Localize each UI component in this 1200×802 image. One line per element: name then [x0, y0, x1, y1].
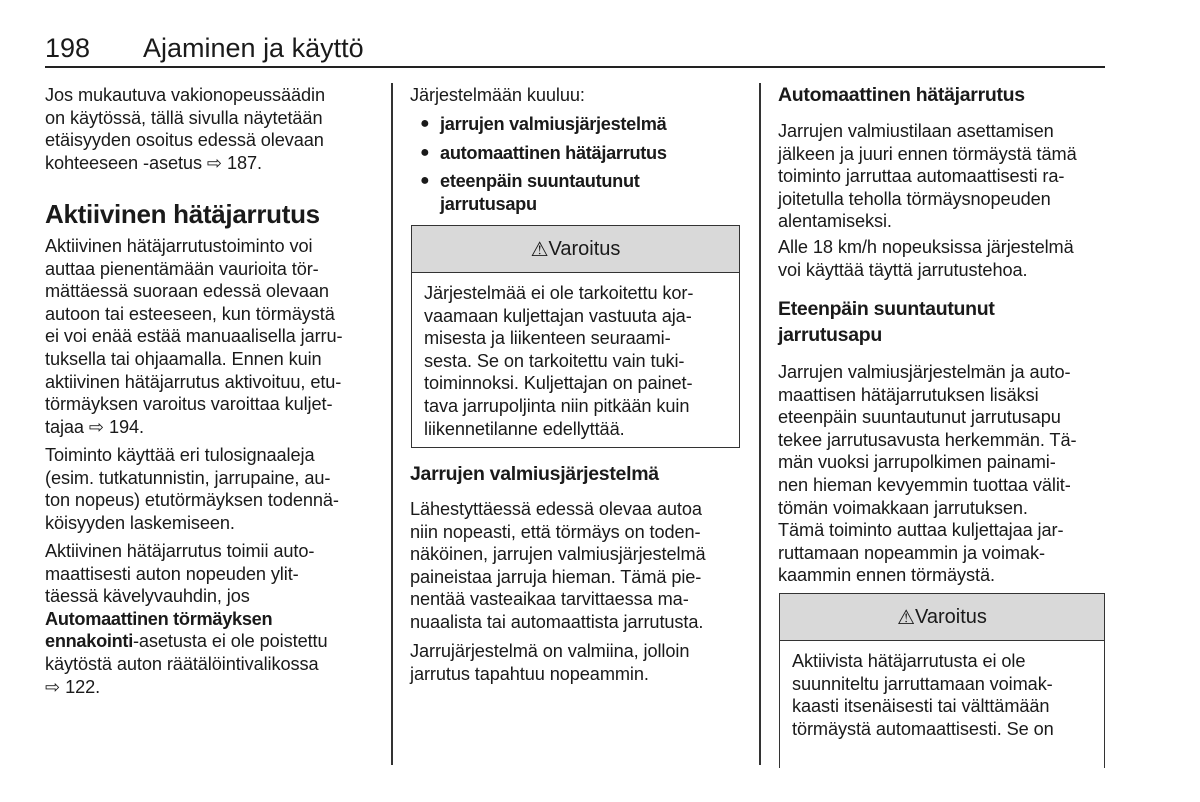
text-line: mättäessä suoraan edessä olevaan: [45, 281, 329, 302]
text-line: alentamiseksi.: [778, 211, 892, 232]
list-item-text: jarrutusapu: [440, 193, 537, 214]
warning-header: [780, 594, 1104, 641]
text-line: törmäystä automaattisesti. Se on: [792, 718, 1054, 739]
text-line: sesta. Se on tarkoitettu vain tuki-: [424, 350, 685, 371]
section-heading: Aktiivinen hätäjarrutus: [45, 199, 320, 229]
column-divider: [759, 83, 761, 765]
text-line: jarrutusapu: [778, 323, 882, 346]
text-line: Aktiivinen hätäjarrutustoiminto voi: [45, 236, 313, 256]
text-line: Alle 18 km/h nopeuksissa järjestelmä: [778, 237, 1074, 257]
warning-triangle-icon: ⚠: [530, 238, 549, 261]
text-line: Aktiivinen hätäjarrutus toimii auto-: [45, 541, 315, 561]
subsection-heading: Automaattinen hätäjarrutus: [778, 84, 1025, 106]
warning-header: [412, 226, 739, 273]
text-line: maattisen hätäjarrutuksen lisäksi: [778, 384, 1039, 405]
text-line: jälkeen ja juuri ennen törmäystä tämä: [778, 143, 1077, 164]
list-item: [410, 170, 740, 215]
text-line: etäisyyden osoitus edessä olevaan: [45, 130, 324, 151]
paragraph: [778, 361, 1076, 587]
warning-triangle-icon: ⚠: [897, 606, 916, 629]
text-line: kaasti itsenäisesti tai välttämään: [792, 696, 1050, 717]
subsection-heading: Jarrujen valmiusjärjestelmä: [410, 463, 659, 485]
text-line: autoon tai esteeseen, kun törmäystä: [45, 303, 335, 324]
paragraph: [45, 444, 339, 534]
text-line: ei voi enää estää manuaalisella jarru-: [45, 326, 343, 347]
paragraph: [45, 540, 328, 698]
text-line: Jos mukautuva vakionopeussäädin: [45, 85, 325, 105]
paragraph: [778, 236, 1074, 281]
text: -asetusta ei ole poistettu: [132, 631, 328, 652]
list-item: [410, 113, 740, 136]
setting-name: ennakointi: [45, 631, 133, 652]
text-line: kohteeseen -asetus ⇨ 187.: [45, 152, 262, 173]
text-line: tuksella tai ohjaamalla. Ennen kuin: [45, 348, 322, 369]
intro-paragraph: [45, 84, 325, 174]
text-line: on käytössä, tällä sivulla näytetään: [45, 107, 323, 128]
list-item-text: jarrujen valmiusjärjestelmä: [440, 114, 667, 134]
text-line: vaamaan kuljettajan vastuuta aja-: [424, 305, 692, 326]
text-line: liikennetilanne edellyttää.: [424, 418, 625, 439]
text-line: tajaa ⇨ 194.: [45, 416, 144, 437]
text-line: Jarrujen valmiustilaan asettamisen: [778, 121, 1054, 141]
text-line: paineistaa jarruja hieman. Tämä pie-: [410, 566, 702, 587]
page-number: 198: [45, 33, 91, 63]
text-line: tava jarrupoljinta niin pitkään kuin: [424, 395, 690, 416]
text-line: ⇨ 122.: [45, 676, 101, 697]
text-line: voi käyttää täyttä jarrutustehoa.: [778, 259, 1028, 280]
text-line: nuaalista tai automaattista jarrutusta.: [410, 611, 704, 632]
text-line: Lähestyttäessä edessä olevaa autoa: [410, 499, 702, 519]
text-line: tömän voimakkaan jarrutuksen.: [778, 497, 1028, 518]
bullet-icon: ●: [420, 115, 430, 132]
text-line: Toiminto käyttää eri tulosignaaleja: [45, 445, 315, 465]
text-line: misesta ja liikenteen seuraami-: [424, 328, 671, 349]
text-line: män vuoksi jarrupolkimen painami-: [778, 452, 1056, 473]
text-line: auttaa pienentämään vaurioita tör-: [45, 258, 319, 279]
warning-text: [780, 641, 1104, 750]
warning-title: Varoitus: [548, 237, 621, 260]
text-line: jarrutus tapahtuu nopeammin.: [410, 663, 649, 684]
bullet-list: [410, 113, 740, 221]
warning-text: [412, 273, 739, 450]
text-line: törmäyksen varoitus varoittaa kuljet-: [45, 394, 333, 415]
warning-title: Varoitus: [915, 605, 987, 628]
list-intro: Järjestelmään kuuluu:: [410, 85, 585, 105]
bullet-icon: ●: [420, 143, 430, 161]
paragraph-lines: [45, 540, 328, 608]
paragraph: [778, 120, 1077, 233]
text-line: Jarrujärjestelmä on valmiina, jolloin: [410, 641, 690, 661]
text-line: Eteenpäin suuntautunut: [778, 298, 995, 320]
text-line: näköinen, jarrujen valmiusjärjestelmä: [410, 544, 706, 565]
text-line: Järjestelmää ei ole tarkoitettu kor-: [424, 283, 694, 303]
text-line: tekee jarrutusavusta herkemmän. Tä-: [778, 429, 1077, 450]
text-line: ruttamaan nopeammin ja voimak-: [778, 542, 1045, 563]
text-line: Jarrujen valmiusjärjestelmän ja auto-: [778, 362, 1071, 382]
text-line: toiminto jarruttaa automaattisesti ra-: [778, 166, 1065, 187]
text-line: Tämä toiminto auttaa kuljettajaa jar-: [778, 520, 1064, 541]
setting-name: Automaattinen törmäyksen: [45, 608, 273, 629]
warning-box: [411, 225, 740, 448]
text-line: nentää vasteaikaa tarvittaessa ma-: [410, 589, 689, 610]
paragraph: [45, 235, 342, 438]
paragraph: [410, 498, 706, 634]
bullet-icon: ●: [420, 172, 430, 190]
column-divider: [391, 83, 393, 765]
text-line: Aktiivista hätäjarrutusta ei ole: [792, 651, 1026, 671]
chapter-title: Ajaminen ja käyttö: [143, 33, 364, 63]
text-line: käytöstä auton räätälöintivalikossa: [45, 653, 319, 674]
paragraph: [410, 640, 689, 685]
warning-box: [779, 593, 1105, 768]
text-line: nen hieman kevyemmin tuottaa välit-: [778, 474, 1071, 495]
text-line: köisyyden laskemiseen.: [45, 512, 235, 533]
list-item: [410, 142, 740, 165]
text-line: (esim. tutkatunnistin, jarrupaine, au-: [45, 467, 331, 488]
list-item-text: eteenpäin suuntautunut: [440, 171, 640, 192]
text-line: joitetulla teholla törmäysnopeuden: [778, 188, 1051, 209]
paragraph-lines: [45, 653, 328, 698]
text-line: eteenpäin suuntautunut jarrutusapu: [778, 407, 1061, 428]
text-line: niin nopeasti, että törmäys on toden-: [410, 521, 701, 542]
text-line: kaammin ennen törmäystä.: [778, 565, 995, 586]
header-rule: [45, 66, 1105, 68]
text-line: maattisesti auton nopeuden ylit-: [45, 563, 299, 584]
text-line: ton nopeus) etutörmäyksen todennä-: [45, 490, 339, 511]
text-line: aktiivinen hätäjarrutus aktivoituu, etu-: [45, 371, 342, 392]
text-line: täessä kävelyvauhdin, jos: [45, 586, 250, 607]
list-item-text: automaattinen hätäjarrutus: [440, 142, 667, 163]
text-line: suunniteltu jarruttamaan voimak-: [792, 673, 1053, 694]
text-line: toiminnoksi. Kuljettajan on painet-: [424, 373, 693, 394]
subsection-heading: [778, 297, 995, 348]
